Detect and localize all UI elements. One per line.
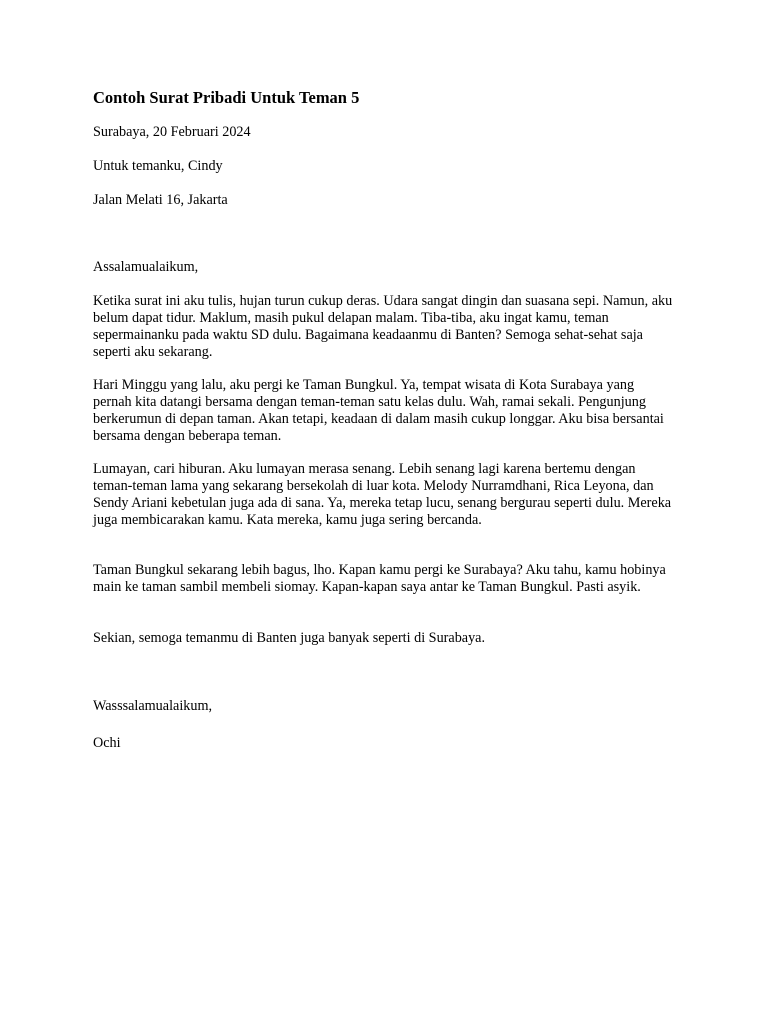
letter-greeting: Assalamualaikum, <box>93 259 199 275</box>
letter-paragraph: Taman Bungkul sekarang lebih bagus, lho. Kapan kamu pergi ke Surabaya? Aku tahu, kamu hobinya main ke taman sambil membeli siomay. Kapan-kapan saya antar ke Taman Bungkul. Pasti asyik. <box>93 562 666 595</box>
letter-signature: Ochi <box>93 735 121 751</box>
letter-title: Contoh Surat Pribadi Untuk Teman 5 <box>93 88 360 107</box>
letter-closing: Wasssalamualaikum, <box>93 698 213 714</box>
letter-paragraph: Sekian, semoga temanmu di Banten juga banyak seperti di Surabaya. <box>93 630 486 646</box>
letter-date: Surabaya, 20 Februari 2024 <box>93 124 251 140</box>
letter-paragraph: Hari Minggu yang lalu, aku pergi ke Taman Bungkul. Ya, tempat wisata di Kota Surabaya yang pernah kita datangi bersama dengan teman-teman satu kelas dulu. Wah, ramai sekali. Pengunjung berkerumun di depan taman. Akan tetapi, keadaan di dalam masih cukup longgar. Aku bisa bersantai bersama dengan beberapa teman. <box>93 377 664 444</box>
letter-recipient: Untuk temanku, Cindy <box>93 158 223 174</box>
letter-paragraph: Lumayan, cari hiburan. Aku lumayan merasa senang. Lebih senang lagi karena bertemu dengan teman-teman lama yang sekarang bersekolah di luar kota. Melody Nurramdhani, Rica Leyona, dan Sendy Ariani kebetulan juga ada di sana. Ya, mereka tetap lucu, senang bergurau seperti dulu. Mereka juga membicarakan kamu. Kata mereka, kamu juga sering bercanda. <box>93 461 672 528</box>
letter-paragraph: Ketika surat ini aku tulis, hujan turun cukup deras. Udara sangat dingin dan suasana sepi. Namun, aku belum dapat tidur. Maklum, masih pukul delapan malam. Tiba-tiba, aku ingat kamu, teman sepermainanku pada waktu SD dulu. Bagaimana keadaanmu di Banten? Semoga sehat-sehat saja seperti aku sekarang. <box>93 293 673 360</box>
letter-address: Jalan Melati 16, Jakarta <box>93 192 228 208</box>
